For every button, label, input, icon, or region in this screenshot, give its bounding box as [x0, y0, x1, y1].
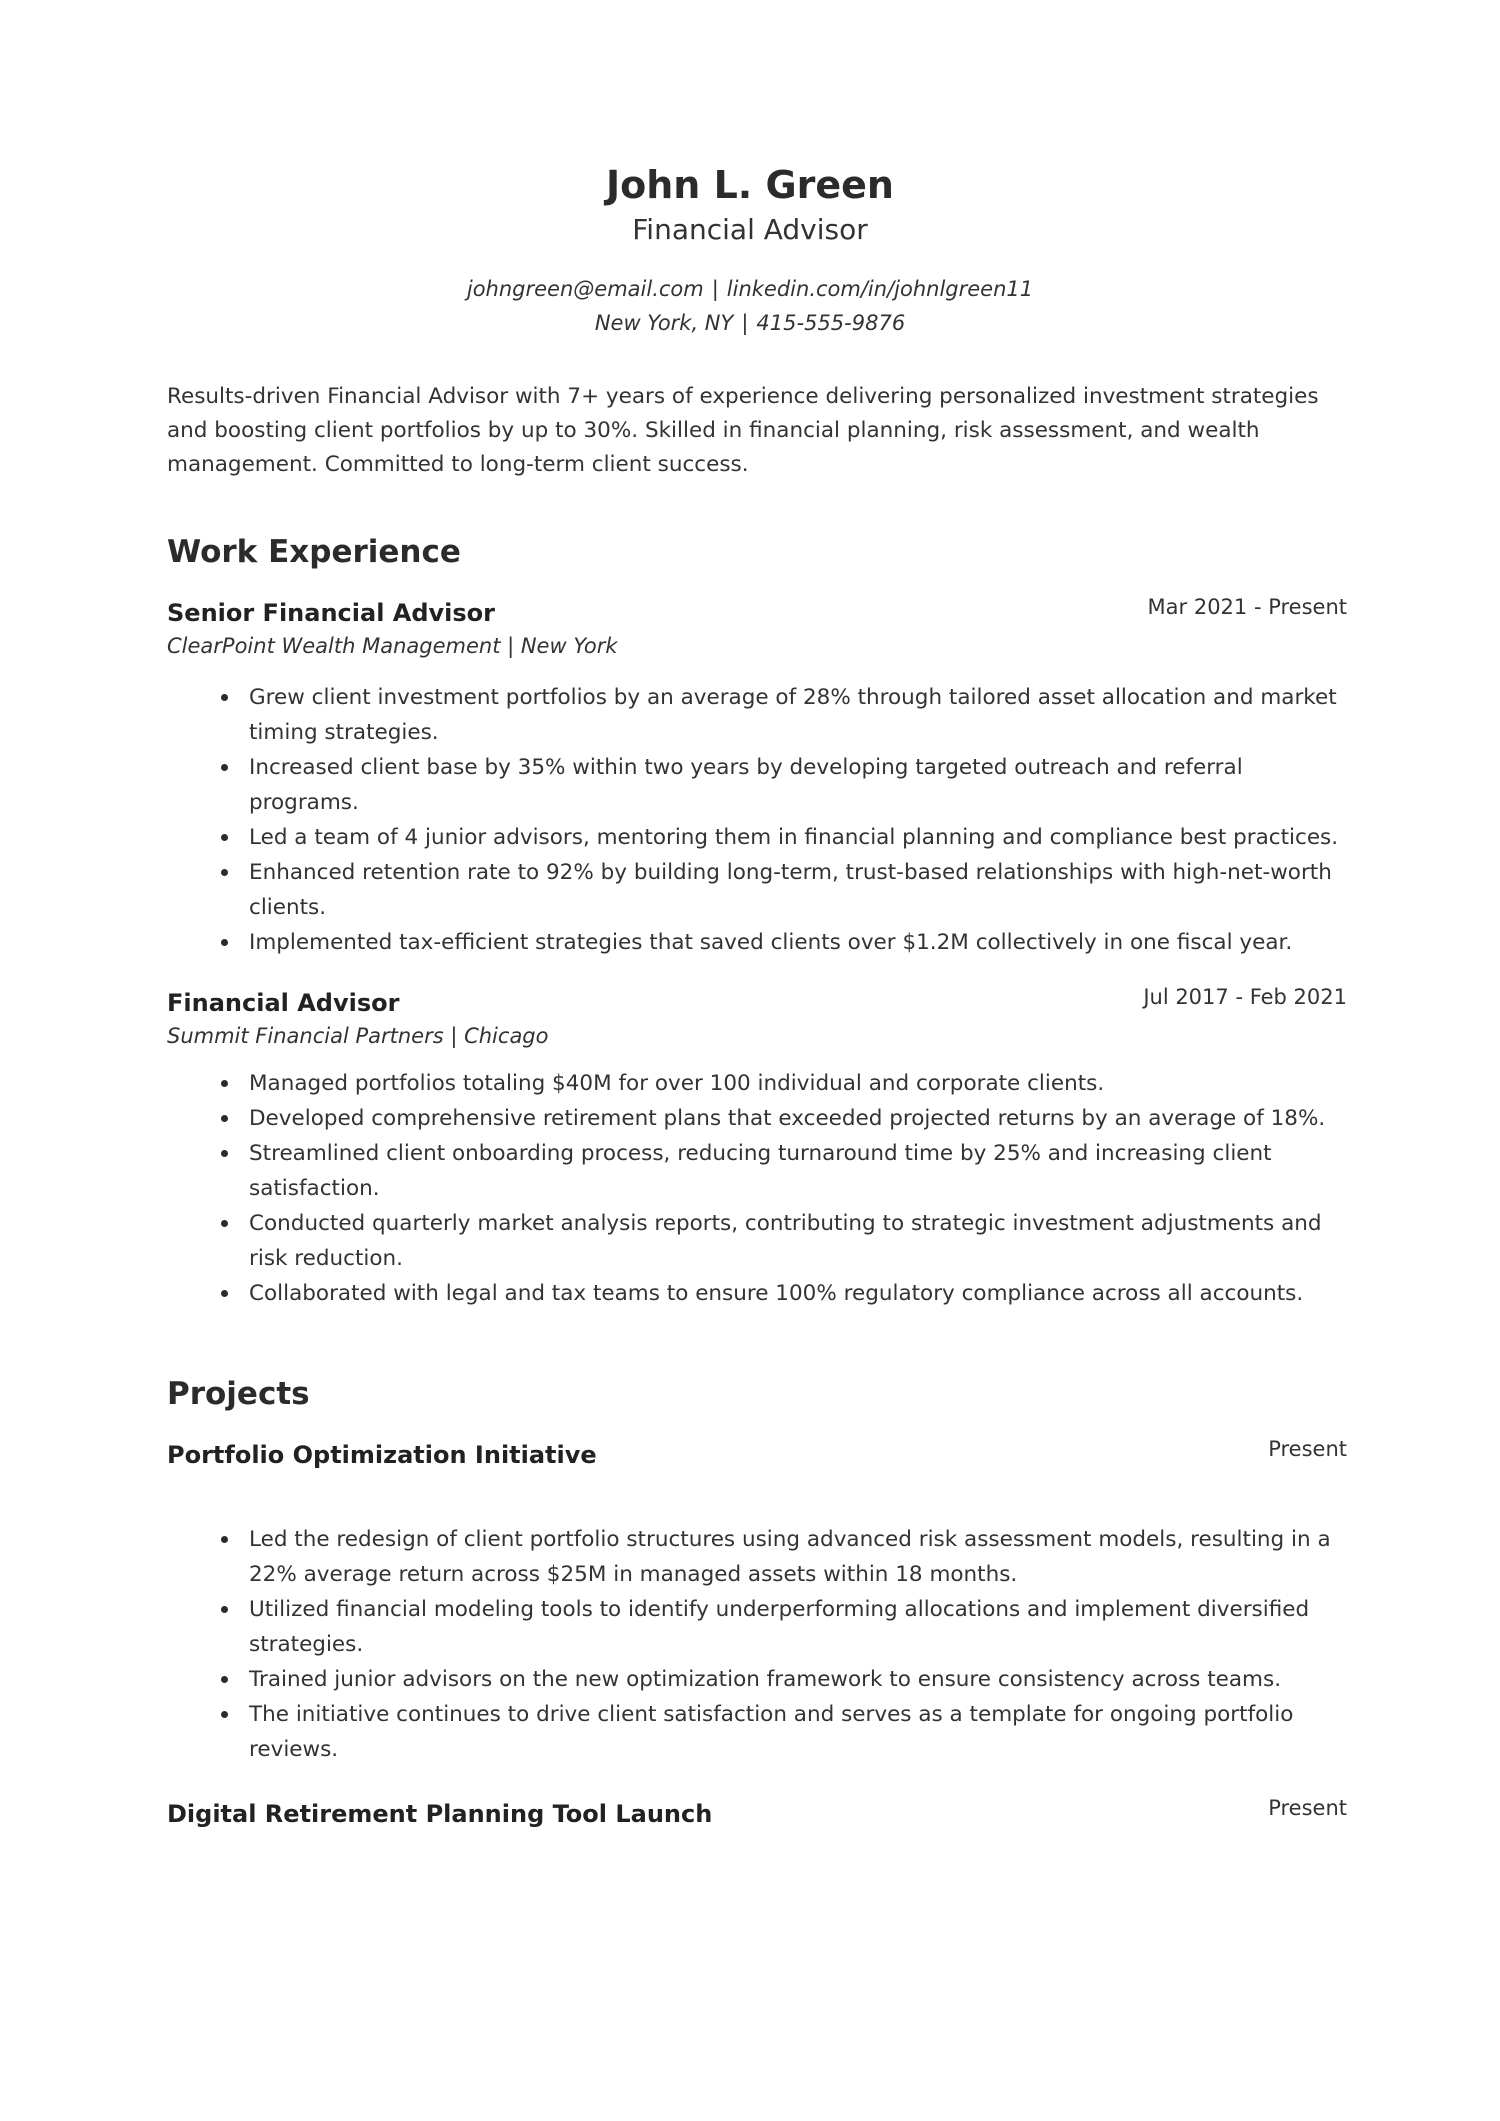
contact-separator: |	[711, 277, 719, 301]
bullet-item: Utilized financial modeling tools to identify underperforming allocations and implement diversified strategies.	[249, 1592, 1347, 1662]
job-header	[167, 596, 1347, 630]
summary-paragraph: Results-driven Financial Advisor with 7+ years of experience delivering personalized investment strategies and boosting client portfolios by up to 30%. Skilled in financial planning, risk assessment, and wealth management. Committed to long-term client success.	[167, 384, 1319, 477]
job-title: Senior Financial Advisor	[167, 599, 496, 627]
bullet-item: Conducted quarterly market analysis reports, contributing to strategic investment adjustments and risk reduction.	[249, 1206, 1347, 1276]
job-dates: Jul 2017 - Feb 2021	[1143, 985, 1347, 1009]
candidate-name: John L. Green	[606, 163, 894, 207]
bullet-item: Implemented tax-efficient strategies that saved clients over $1.2M collectively in one fiscal year.	[249, 925, 1347, 960]
email-link[interactable]: johngreen@email.com	[466, 277, 704, 301]
project-header	[167, 1797, 1347, 1831]
project-bullets	[167, 1522, 1347, 1767]
contact-line-2	[0, 306, 1500, 340]
job-title: Financial Advisor	[167, 989, 400, 1017]
project-title: Digital Retirement Planning Tool Launch	[167, 1800, 713, 1828]
bullet-item: Collaborated with legal and tax teams to ensure 100% regulatory compliance across all accounts.	[249, 1276, 1347, 1311]
location-text: New York, NY	[594, 311, 734, 335]
project-header	[167, 1438, 1347, 1472]
job-bullets	[167, 680, 1347, 960]
project-dates: Present	[1268, 1796, 1347, 1820]
linkedin-link[interactable]: linkedin.com/in/johnlgreen11	[726, 277, 1034, 301]
project-dates: Present	[1268, 1437, 1347, 1461]
job-entry	[167, 596, 1347, 960]
bullet-item: Enhanced retention rate to 92% by building long-term, trust-based relationships with high-net-worth clients.	[249, 855, 1347, 925]
bullet-item: Grew client investment portfolios by an average of 28% through tailored asset allocation and market timing strategies.	[249, 680, 1347, 750]
bullet-item: The initiative continues to drive client satisfaction and serves as a template for ongoing portfolio reviews.	[249, 1697, 1347, 1767]
project-title: Portfolio Optimization Initiative	[167, 1441, 597, 1469]
job-dates: Mar 2021 - Present	[1147, 595, 1347, 619]
project-entry	[167, 1797, 1347, 1831]
work-experience-section	[167, 530, 1347, 1311]
project-entry	[167, 1438, 1347, 1767]
bullet-item: Developed comprehensive retirement plans that exceeded projected returns by an average of 18%.	[249, 1101, 1347, 1136]
bullet-item: Managed portfolios totaling $40M for over 100 individual and corporate clients.	[249, 1066, 1347, 1101]
job-company: Summit Financial Partners | Chicago	[167, 1024, 549, 1048]
job-entry	[167, 986, 1347, 1311]
resume-header	[0, 160, 1500, 340]
bullet-item: Led the redesign of client portfolio structures using advanced risk assessment models, resulting in a 22% average return across $25M in managed assets within 18 months.	[249, 1522, 1347, 1592]
projects-section	[167, 1372, 1347, 1831]
job-bullets	[167, 1066, 1347, 1311]
contact-separator: |	[741, 311, 749, 335]
bullet-item: Streamlined client onboarding process, reducing turnaround time by 25% and increasing client satisfaction.	[249, 1136, 1347, 1206]
bullet-item: Led a team of 4 junior advisors, mentoring them in financial planning and compliance best practices.	[249, 820, 1347, 855]
job-header	[167, 986, 1347, 1020]
work-experience-heading: Work Experience	[167, 534, 461, 570]
candidate-title: Financial Advisor	[632, 213, 868, 246]
projects-heading: Projects	[167, 1376, 310, 1412]
phone-text: 415-555-9876	[756, 311, 906, 335]
job-company: ClearPoint Wealth Management | New York	[167, 634, 618, 658]
contact-line-1	[0, 272, 1500, 306]
bullet-item: Trained junior advisors on the new optimization framework to ensure consistency across teams.	[249, 1662, 1347, 1697]
bullet-item: Increased client base by 35% within two years by developing targeted outreach and referral programs.	[249, 750, 1347, 820]
